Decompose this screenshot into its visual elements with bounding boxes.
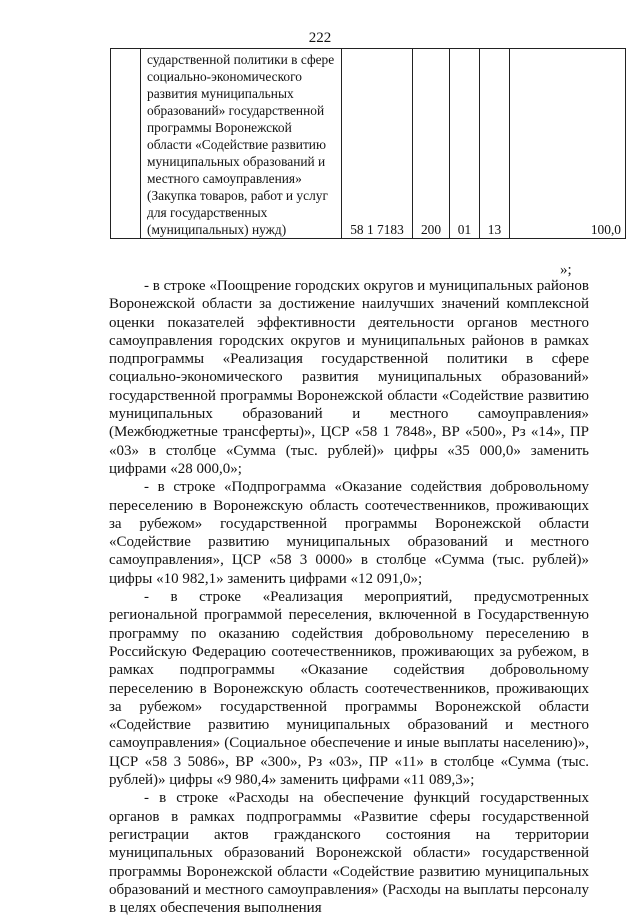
row-number-cell xyxy=(111,49,141,239)
budget-table xyxy=(110,48,626,239)
paragraph: - в строке «Подпрограмма «Оказание содействия добровольному переселению в Воронежскую область соотечественников, проживающих за рубежом» государственной программы Воронежской области «Содействие развитию муниципальных образований и местного самоуправления», ЦСР «58 3 0000» в столбце «Сумма (тыс. рублей)» цифры «10 982,1» заменить цифрами «12 091,0»; xyxy=(109,479,589,587)
rz-cell: 01 xyxy=(450,49,480,239)
paragraph: - в строке «Реализация мероприятий, предусмотренных региональной программой переселения, включенной в Государственную программу по оказанию содействия добровольному переселению в Российскую Федерацию соотечественников, проживающих за рубежом, в рамках подпрограммы «Оказание содействия добровольному переселению в Воронежскую область соотечественников, проживающих за рубежом» государственной программы Воронежской области «Содействие развитию муниципальных образований и местного самоуправления» (Социальное обеспечение и иные выплаты населению)», ЦСР «58 3 5086», ВР «300», Рз «03», ПР «11» в столбце «Сумма (тыс. рублей)» цифры «9 980,4» заменить цифрами «11 089,3»; xyxy=(109,589,589,789)
amendment-text xyxy=(109,277,589,917)
page-number: 222 xyxy=(308,30,332,46)
paragraph: - в строке «Поощрение городских округов и муниципальных районов Воронежской области за достижение наилучших значений комплексной оценки показателей эффективности деятельности органов местного самоуправления городских округов и муниципальных районов в рамках подпрограммы «Реализация государственной политики в сфере социально-экономического развития муниципальных образований» государственной программы Воронежской области «Содействие развитию муниципальных образований и местного самоуправления» (Межбюджетные трансферты)», ЦСР «58 1 7848», ВР «500», Рз «14», ПР «03» в столбце «Сумма (тыс. рублей)» цифры «35 000,0» заменить цифрами «28 000,0»; xyxy=(109,278,589,477)
csr-cell: 58 1 7183 xyxy=(342,49,413,239)
paragraph: - в строке «Расходы на обеспечение функций государственных органов в рамках подпрограммы «Развитие сферы государственной регистрации актов гражданского состояния на территории муниципальных образований Воронежской области» государственной программы Воронежской области «Содействие развитию муниципальных образований и местного самоуправления» (Расходы на выплаты персоналу в целях обеспечения выполнения xyxy=(109,790,589,917)
pr-cell: 13 xyxy=(480,49,510,239)
closing-quote: »; xyxy=(560,262,572,278)
row-name-cell: сударственной политики в сфере социально-экономического развития муниципальных образований» государственной программы Воронежской области «Содействие развитию муниципальных образований и местного самоуправления» (Закупка товаров, работ и услуг для государственных (муниципальных) нужд) xyxy=(141,49,342,239)
vr-cell: 200 xyxy=(413,49,450,239)
sum-cell: 100,0 xyxy=(510,49,626,239)
table-row xyxy=(111,49,626,239)
